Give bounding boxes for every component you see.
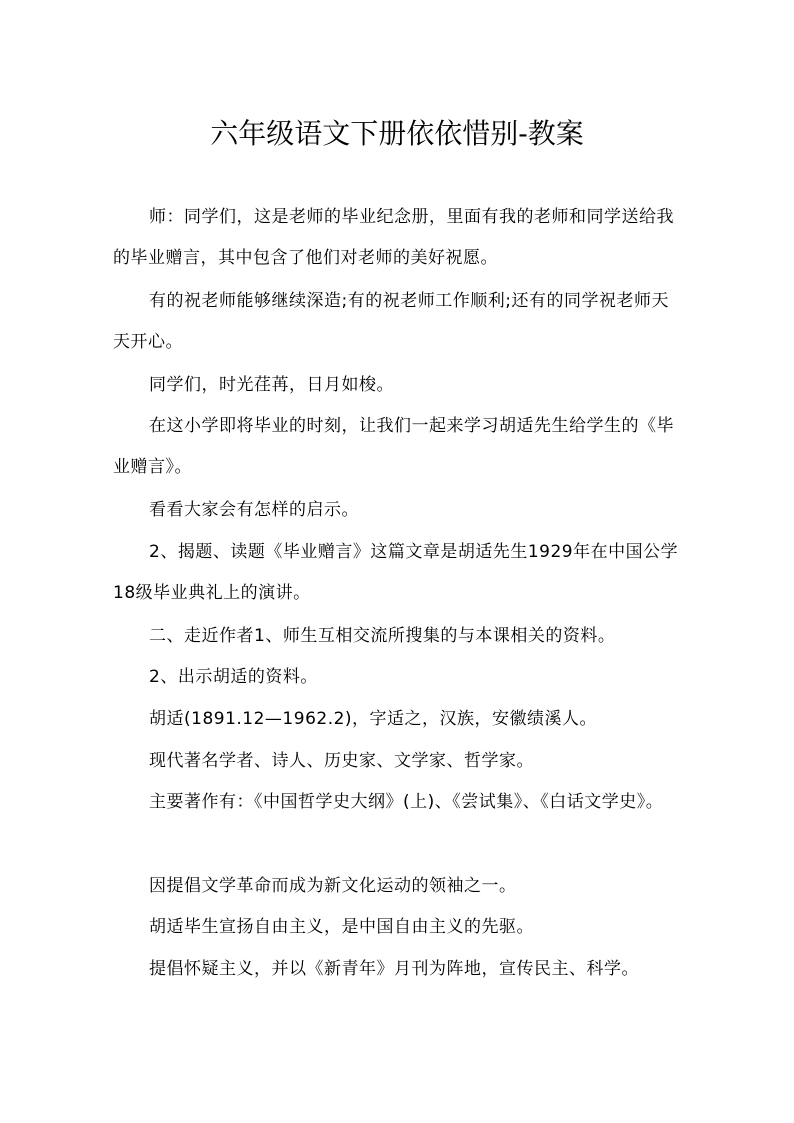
paragraph-5: 看看大家会有怎样的启示。 (149, 500, 359, 520)
paragraph-7: 二、走近作者1、师生互相交流所搜集的与本课相关的资料。 (149, 626, 616, 646)
paragraph-3: 同学们，时光荏苒，日月如梭。 (149, 375, 394, 395)
paragraph-9: 胡适(1891.12—1962.2)，字适之，汉族，安徽绩溪人。 (149, 709, 598, 729)
paragraph-6: 2、揭题、读题《毕业赠言》这篇文章是胡适先生1929年在中国公学18级毕业典礼上的演讲。 (113, 542, 679, 603)
paragraph-4: 在这小学即将毕业的时刻，让我们一起来学习胡适先生给学生的《毕业赠言》。 (113, 416, 674, 477)
paragraph-11: 主要著作有：《中国哲学史大纲》(上)、《尝试集》、《白话文学史》。 (149, 792, 664, 812)
paragraph-2: 有的祝老师能够继续深造;有的祝老师工作顺利;还有的同学祝老师天天开心。 (113, 291, 669, 352)
paragraph-1: 师：同学们，这是老师的毕业纪念册，里面有我的老师和同学送给我的毕业赠言，其中包含了他们对老师的美好祝愿。 (113, 207, 674, 268)
document-title: 六年级语文下册依依惜别-教案 (210, 117, 584, 150)
paragraph-14: 提倡怀疑主义，并以《新青年》月刊为阵地，宣传民主、科学。 (149, 959, 639, 979)
paragraph-13: 胡适毕生宣扬自由主义，是中国自由主义的先驱。 (149, 917, 534, 937)
paragraph-8: 2、出示胡适的资料。 (149, 667, 318, 687)
paragraph-10: 现代著名学者、诗人、历史家、文学家、哲学家。 (149, 751, 534, 771)
paragraph-12: 因提倡文学革命而成为新文化运动的领袖之一。 (149, 876, 517, 896)
